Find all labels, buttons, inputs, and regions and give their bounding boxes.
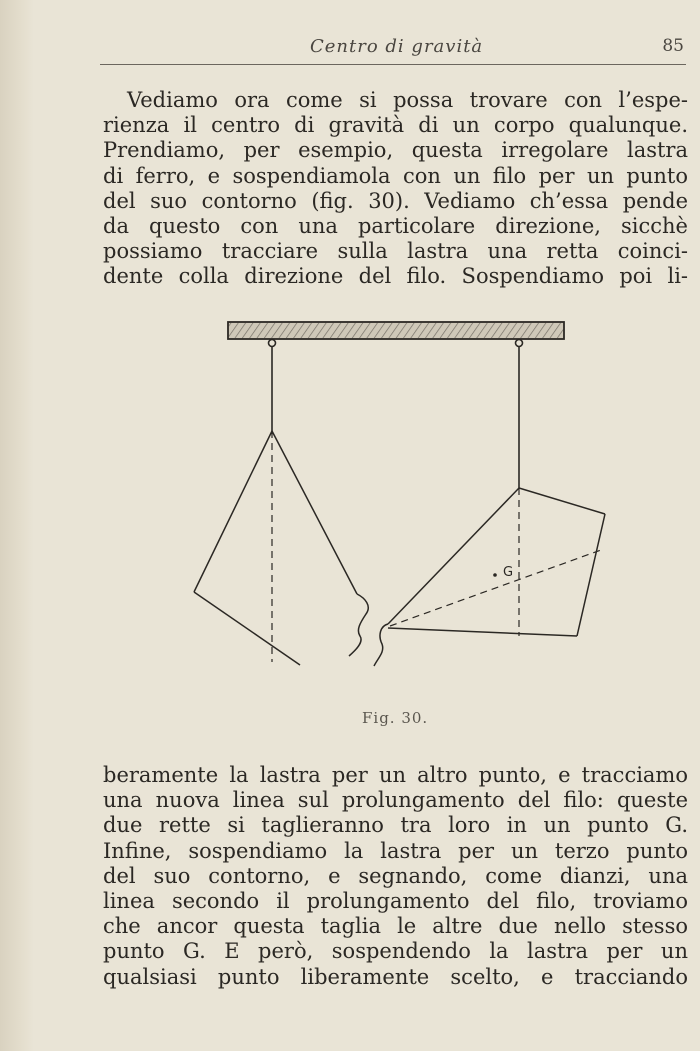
paragraph-line: di ferro, e sospendiamola con un filo per un punto bbox=[103, 163, 688, 188]
page-number: 85 bbox=[662, 36, 684, 56]
figure-30 bbox=[190, 318, 620, 678]
paragraph-line: qualsiasi punto liberamente scelto, e tracciando bbox=[103, 964, 688, 989]
paragraph-1 bbox=[103, 88, 688, 290]
paragraph-line: beramente la lastra per un altro punto, e tracciamo bbox=[103, 763, 688, 787]
paragraph-2 bbox=[103, 763, 688, 990]
paragraph-line: del suo contorno, e segnando, come dianzi, una bbox=[103, 863, 688, 888]
paragraph-line: punto G. E però, sospendendo la lastra per un bbox=[103, 939, 688, 964]
paragraph-line: che ancor questa taglia le altre due nello stesso bbox=[103, 914, 688, 939]
running-title: Centro di gravità bbox=[310, 36, 484, 57]
paragraph-line: linea secondo il prolungamento del filo, troviamo bbox=[103, 888, 688, 913]
paragraph-line: rienza il centro di gravità di un corpo qualunque. bbox=[103, 113, 688, 138]
suspension-diagram bbox=[190, 318, 620, 678]
right-plate bbox=[374, 488, 605, 666]
left-hook bbox=[269, 340, 276, 347]
paragraph-line: da questo con una particolare direzione, sicchè bbox=[103, 213, 688, 238]
figure-caption: Fig. 30. bbox=[362, 709, 429, 727]
left-plate bbox=[194, 431, 368, 665]
support-beam bbox=[228, 322, 564, 339]
paragraph-line: dente colla direzione del filo. Sospendiamo poi li- bbox=[103, 264, 688, 289]
page-header bbox=[100, 34, 686, 65]
right-hook bbox=[516, 340, 523, 347]
paragraph-line: possiamo tracciare sulla lastra una retta coinci- bbox=[103, 239, 688, 264]
paragraph-line: una nuova linea sul prolungamento del filo: queste bbox=[103, 788, 688, 813]
point-g-label: G bbox=[503, 565, 514, 580]
paragraph-line: Infine, sospendiamo la lastra per un terzo punto bbox=[103, 838, 688, 863]
paragraph-line: Vediamo ora come si possa trovare con l’espe- bbox=[127, 88, 688, 112]
paragraph-line: Prendiamo, per esempio, questa irregolare lastra bbox=[103, 138, 688, 163]
paragraph-line: del suo contorno (fig. 30). Vediamo ch’essa pende bbox=[103, 188, 688, 213]
page-binding-edge bbox=[0, 0, 34, 1051]
paragraph-line: due rette si taglieranno tra loro in un punto G. bbox=[103, 813, 688, 838]
